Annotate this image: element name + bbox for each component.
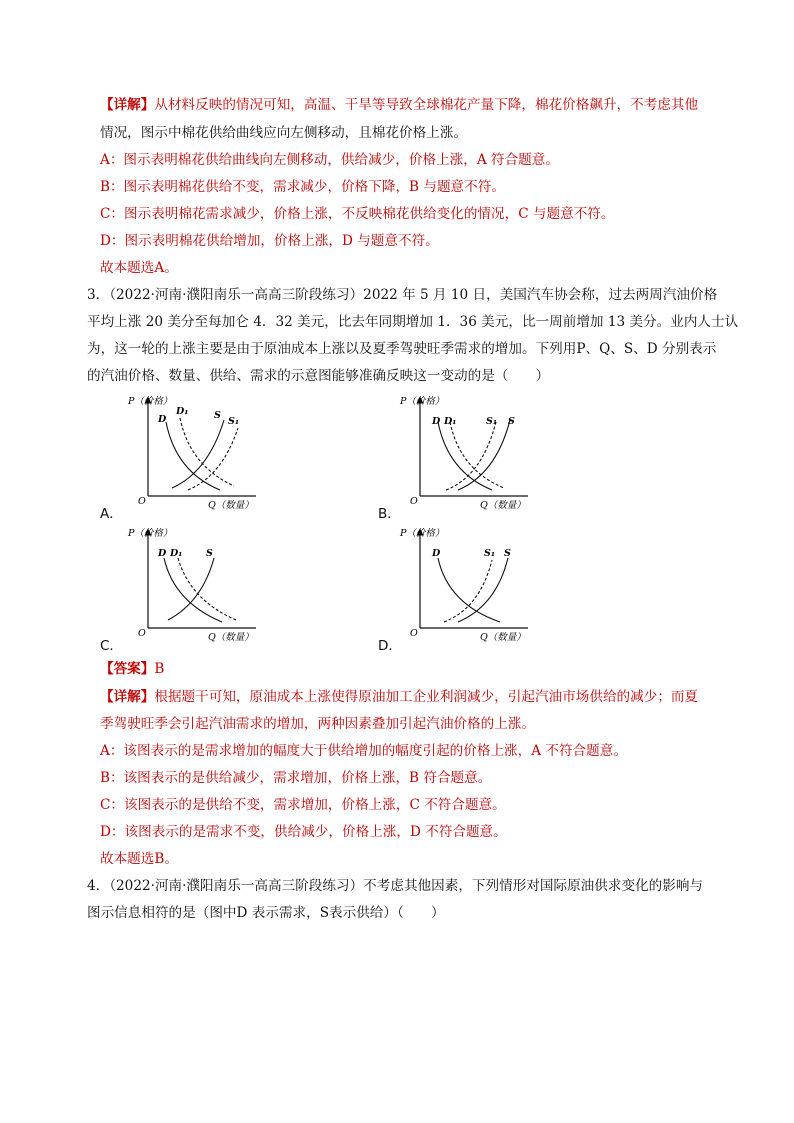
question-4-line-1: 4．（2022·河南·濮阳南乐一高高三阶段练习）不考虑其他因素，下列情形对国际原油供求变化的影响与 [87,878,704,894]
chart-d [400,524,540,646]
detail-paragraph-2 [100,688,730,706]
origin-label: O [138,496,146,507]
option-d-label: D． [378,638,402,654]
curve-label-d1: D₁ [444,416,457,427]
detail-text: 根据题干可知，原油成本上涨使得原油加工企业利润减少，引起汽油市场供给的减少；而夏 [154,689,699,705]
curve-label-d: D [158,414,167,425]
conclusion: 故本题选B。 [100,851,178,867]
option-b-explanation: B：该图表示的是供给减少，需求增加，价格上涨，B 符合题意。 [100,770,492,786]
option-b-explanation: B：图示表明棉花供给不变，需求减少，价格下降，B 与题意不符。 [100,179,505,195]
curve-label-d: D [432,416,441,427]
origin-label: O [410,496,418,507]
curve-d1 [180,418,234,486]
curve-d [438,422,492,490]
option-a-label: A． [100,506,123,522]
curve-label-d1: D₁ [176,406,189,417]
curve-label-d: D [432,548,441,559]
curve-d [166,422,220,490]
detail-label: 【详解】 [100,689,155,705]
chart-c [128,524,268,646]
curve-label-s1: S₁ [228,416,240,427]
detail-text-cont: 情况，图示中棉花供给曲线应向左侧移动，且棉花价格上涨。 [100,125,468,141]
curve-d [438,558,500,622]
detail-text: 从材料反映的情况可知，高温、干旱等导致全球棉花产量下降，棉花价格飙升，不考虑其他 [154,97,699,113]
p-axis-label: P（价格） [128,528,173,539]
origin-label: O [138,628,146,639]
p-axis-label: P（价格） [400,528,445,539]
option-a-explanation: A：图示表明棉花供给曲线向左侧移动，供给减少，价格上涨，A 符合题意。 [100,152,559,168]
curve-label-s: S [504,548,511,559]
chart-a [128,392,268,514]
origin-label: O [410,628,418,639]
curve-label-s1: S₁ [486,416,498,427]
option-c-explanation: C：该图表示的是供给不变，需求增加，价格上涨，C 不符合题意。 [100,797,506,813]
question-3-line-1: 3．（2022·河南·濮阳南乐一高高三阶段练习）2022 年 5 月 10 日，美国汽车协会称，过去两周汽油价格 [87,287,718,303]
chart-b [400,392,540,514]
q-axis-label: Q（数量） [208,500,254,511]
conclusion: 故本题选A。 [100,260,178,276]
curve-label-s1: S₁ [484,548,496,559]
detail-label: 【详解】 [100,97,155,113]
curve-s1 [444,560,492,622]
question-3-line-4: 的汽油价格、数量、供给、需求的示意图能够准确反映这一变动的是（ ） [87,368,550,384]
q-axis-label: Q（数量） [480,500,526,511]
answer-label: 【答案】 [100,661,155,677]
option-c-explanation: C：图示表明棉花需求减少，价格上涨，不反映棉花供给变化的情况，C 与题意不符。 [100,206,615,222]
p-axis-label: P（价格） [128,396,173,407]
curve-s [458,558,508,622]
question-3-line-3: 为，这一轮的上涨主要是由于原油成本上涨以及夏季驾驶旺季需求的增加。下列用P、Q、S、D 分别表示 [87,341,717,357]
option-c-label: C． [100,638,123,654]
answer-value: B [154,661,165,677]
curve-label-s: S [508,416,515,427]
curve-d1 [178,558,236,620]
curve-d [164,558,222,622]
answer-line [100,660,730,678]
curve-label-d: D [158,548,167,559]
detail-paragraph-1 [100,96,730,114]
curve-s1 [188,428,238,490]
option-d-explanation: D：图示表明棉花供给增加，价格上涨，D 与题意不符。 [100,233,439,249]
curve-label-s: S [206,548,213,559]
curve-label-s: S [214,410,221,421]
detail-text-cont: 季驾驶旺季会引起汽油需求的增加，两种因素叠加引起汽油价格的上涨。 [100,716,535,732]
question-4-line-2: 图示信息相符的是（图中D 表示需求，S表示供给）（ ） [87,905,445,921]
q-axis-label: Q（数量） [208,632,254,643]
p-axis-label: P（价格） [400,396,445,407]
q-axis-label: Q（数量） [480,632,526,643]
option-b-label: B． [378,506,401,522]
curve-s [168,558,214,620]
option-d-explanation: D：该图表示的是需求不变，供给减少，价格上涨，D 不符合题意。 [100,824,507,840]
option-a-explanation: A：该图表示的是需求增加的幅度大于供给增加的幅度引起的价格上涨，A 不符合题意。 [100,743,627,759]
curve-label-d1: D₁ [170,548,183,559]
question-3-line-2: 平均上涨 20 美分至每加仑 4．32 美元，比去年同期增加 1．36 美元，比一周前增加 13 美分。业内人士认 [87,314,739,330]
